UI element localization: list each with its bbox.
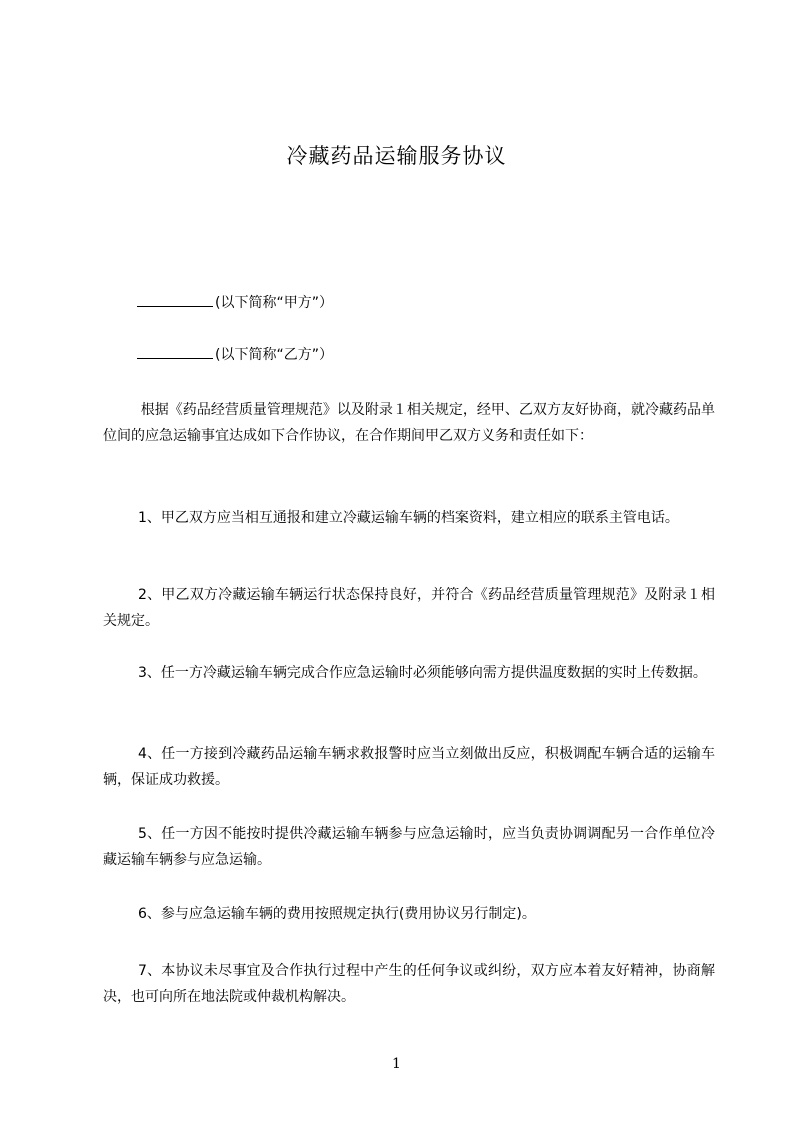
clause-2: 2、甲乙双方冷藏运输车辆运行状态保持良好，并符合《药品经营质量管理规范》及附录１相关规定。 [103,587,715,629]
party-a-label: (以下简称“甲方”） [215,295,333,311]
clause-3: 3、任一方冷藏运输车辆完成合作应急运输时必须能够向需方提供温度数据的实时上传数据。 [138,665,707,681]
intro-paragraph: 根据《药品经营质量管理规范》以及附录１相关规定，经甲、乙双方友好协商，就冷藏药品单位间的应急运输事宜达成如下合作协议，在合作期间甲乙双方义务和责任如下： [103,402,715,444]
clause-5: 5、任一方因不能按时提供冷藏运输车辆参与应急运输时，应当负责协调调配另一合作单位冷藏运输车辆参与应急运输。 [103,826,715,868]
document-title: 冷藏药品运输服务协议 [286,144,507,168]
party-a-blank [137,292,213,307]
party-a-line [137,292,333,313]
clause-1: 1、甲乙双方应当相互通报和建立冷藏运输车辆的档案资料，建立相应的联系主管电话。 [138,510,679,526]
party-b-label: (以下简称“乙方”） [215,347,333,363]
clause-4: 4、任一方接到冷藏药品运输车辆求救报警时应当立刻做出反应，积极调配车辆合适的运输车辆，保证成功救援。 [103,746,715,788]
party-b-blank [137,344,213,359]
clause-6: 6、参与应急运输车辆的费用按照规定执行(费用协议另行制定)。 [138,906,536,922]
party-b-line [137,344,333,365]
clause-7: 7、本协议未尽事宜及合作执行过程中产生的任何争议或纠纷，双方应本着友好精神，协商解决，也可向所在地法院或仲裁机构解决。 [103,963,715,1005]
page-number: 1 [392,1056,401,1072]
